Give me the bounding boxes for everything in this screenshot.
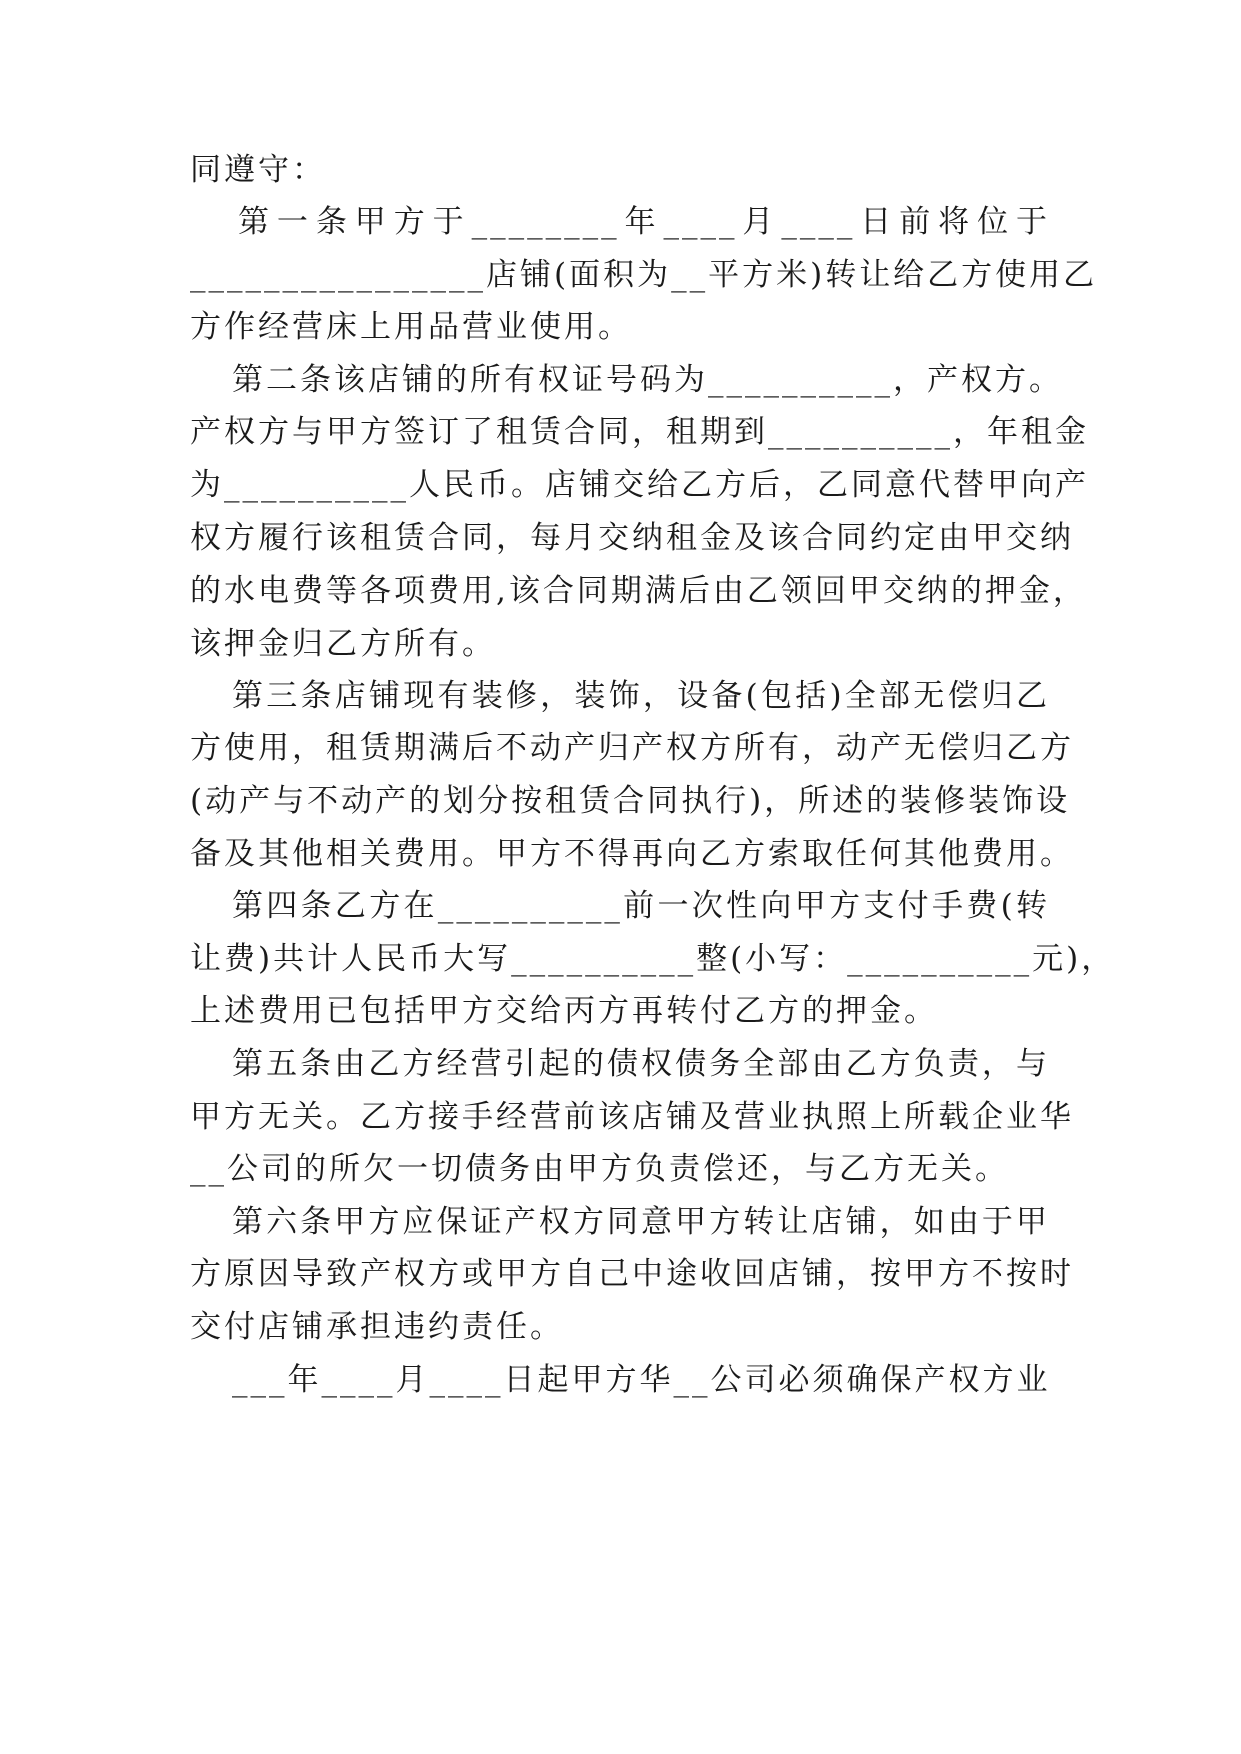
text-line: 同遵守：	[190, 152, 326, 188]
text-line: 备及其他相关费用。甲方不得再向乙方索取任何其他费用。	[190, 836, 1074, 872]
text-line: ___年____月____日起甲方华__公司必须确保产权方业	[232, 1362, 1051, 1398]
text-line: 的水电费等各项费用,该合同期满后由乙领回甲交纳的押金，	[190, 573, 1087, 609]
text-line: (动产与不动产的划分按租赁合同执行)，所述的装修装饰设	[190, 783, 1071, 819]
text-line: 方使用，租赁期满后不动产归产权方所有，动产无偿归乙方	[190, 730, 1074, 766]
text-line: 为__________人民币。店铺交给乙方后，乙同意代替甲向产	[190, 467, 1089, 503]
text-line: 产权方与甲方签订了租赁合同，租期到__________，年租金	[190, 414, 1089, 450]
text-line: 方原因导致产权方或甲方自己中途收回店铺，按甲方不按时	[190, 1256, 1074, 1292]
text-line: 该押金归乙方所有。	[190, 626, 496, 662]
text-line: 甲方无关。乙方接手经营前该店铺及营业执照上所载企业华	[190, 1099, 1074, 1135]
text-line: 第二条该店铺的所有权证号码为__________，产权方。	[232, 362, 1063, 398]
text-line: 第一条甲方于________年____月____日前将位于	[238, 204, 1050, 240]
text-line: 第三条店铺现有装修，装饰，设备(包括)全部无偿归乙	[232, 678, 1050, 714]
text-line: 第六条甲方应保证产权方同意甲方转让店铺，如由于甲	[232, 1204, 1050, 1240]
text-line: 交付店铺承担违约责任。	[190, 1309, 564, 1345]
text-line: 上述费用已包括甲方交给丙方再转付乙方的押金。	[190, 993, 938, 1029]
text-line: 方作经营床上用品营业使用。	[190, 309, 632, 345]
text-line: ________________店铺(面积为__平方米)转让给乙方使用乙	[190, 257, 1098, 293]
text-line: 让费)共计人民币大写__________整(小写：__________元)，	[190, 941, 1116, 977]
text-line: 第四条乙方在__________前一次性向甲方支付手费(转	[232, 888, 1050, 924]
text-line: 权方履行该租赁合同，每月交纳租金及该合同约定由甲交纳	[190, 520, 1074, 556]
text-line: __公司的所欠一切债务由甲方负责偿还，与乙方无关。	[190, 1151, 1009, 1187]
text-line: 第五条由乙方经营引起的债权债务全部由乙方负责，与	[232, 1046, 1050, 1082]
